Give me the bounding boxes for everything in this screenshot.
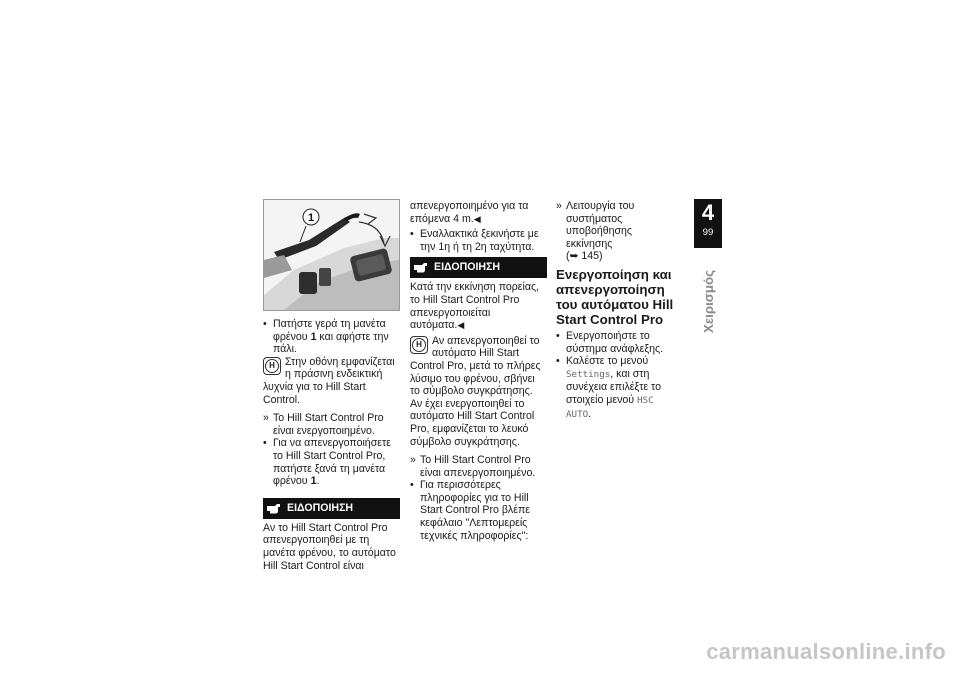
list-item: • Για περισσότερες πληροφορίες για το Hill Start Control Pro βλέπε κεφάλαιο "Λεπτομερείς τεχνικές πληροφορίες": — [410, 479, 547, 542]
cc-info: H Στην οθόνη εμφανίζεται η πράσινη ενδεικτική λυχνία για το Hill Start Control. — [263, 355, 395, 406]
handlebar-illustration — [264, 200, 399, 310]
notice-hand-icon — [267, 503, 281, 514]
continued-text: απενεργοποιημένο για τα επόμενα 4 m.◀ — [410, 200, 529, 225]
watermark: carmanualsonline.info — [706, 639, 946, 664]
notice-banner: ΕΙΔΟΠΟΙΗΣΗ — [410, 257, 547, 278]
end-mark-icon: ◀ — [473, 213, 481, 224]
end-mark-icon: ◀ — [457, 320, 465, 331]
result-item: » Λειτουργία του συστήματος υποβοήθησης εκκίνησης (➥ 145) — [556, 200, 676, 263]
menu-name: Settings — [566, 368, 611, 380]
cc-info: H Αν απενεργοποιηθεί το αυτόματο Hill Start Control Pro, μετά το πλήρες λύσιμο του φρένου, σβήνει το σύμβολο συγκράτησης. Αν έχει ενεργοποιηθεί το αυτόματο Hill Start Control Pro, εμφανίζεται το λευκό σύμβολο συγκράτησης. — [410, 334, 541, 448]
notice-text: Κατά την εκκίνηση πορείας, το Hill Start Control Pro απενεργοποιείται αυτόματα.◀ — [410, 281, 540, 332]
hill-start-control-icon: H — [263, 357, 281, 375]
handlebar-figure — [263, 199, 400, 311]
hill-start-control-icon: H — [410, 336, 428, 354]
list-item: • Εναλλακτικά ξεκινήστε με την 1η ή τη 2η ταχύτητα. — [410, 228, 547, 253]
list-item: • Ενεργοποιήστε το σύστημα ανάφλεξης. — [556, 330, 676, 355]
notice-text: Αν το Hill Start Control Pro απενεργοποιηθεί με τη μανέτα φρένου, το αυτόματο Hill Start Control είναι — [263, 521, 396, 572]
list-item: • Καλέστε το μενού Settings, και στη συνέχεια επιλέξτε το στοιχείο μενού HSC AUTO. — [556, 355, 676, 421]
page-reference-link[interactable]: (➥ 145) — [566, 250, 603, 263]
column-3 — [556, 200, 676, 421]
column-2 — [410, 200, 547, 542]
menu-item-name: HSC AUTO — [566, 394, 654, 420]
notice-hand-icon — [414, 262, 428, 273]
section-heading: Ενεργοποίηση και απενεργοποίηση του αυτόματου Hill Start Control Pro — [556, 266, 674, 327]
chapter-title: Χειρισμός — [701, 269, 716, 333]
column-1 — [263, 318, 400, 572]
chapter-number: 4 — [701, 200, 715, 225]
list-item: • Πατήστε γερά τη μανέτα φρένου 1 και αφήστε την πάλι. — [263, 318, 400, 356]
chapter-tab — [694, 199, 722, 248]
figure-callout-1: 1 — [307, 212, 315, 224]
list-item: • Για να απενεργοποιήσετε το Hill Start Control Pro, πατήστε ξανά τη μανέτα φρένου 1. — [263, 437, 400, 487]
page-number: 99 — [702, 227, 714, 238]
result-item: » Το Hill Start Control Pro είναι απενεργοποιημένο. — [410, 454, 547, 479]
result-item: » Το Hill Start Control Pro είναι ενεργοποιημένο. — [263, 412, 400, 437]
notice-banner: ΕΙΔΟΠΟΙΗΣΗ — [263, 498, 400, 519]
